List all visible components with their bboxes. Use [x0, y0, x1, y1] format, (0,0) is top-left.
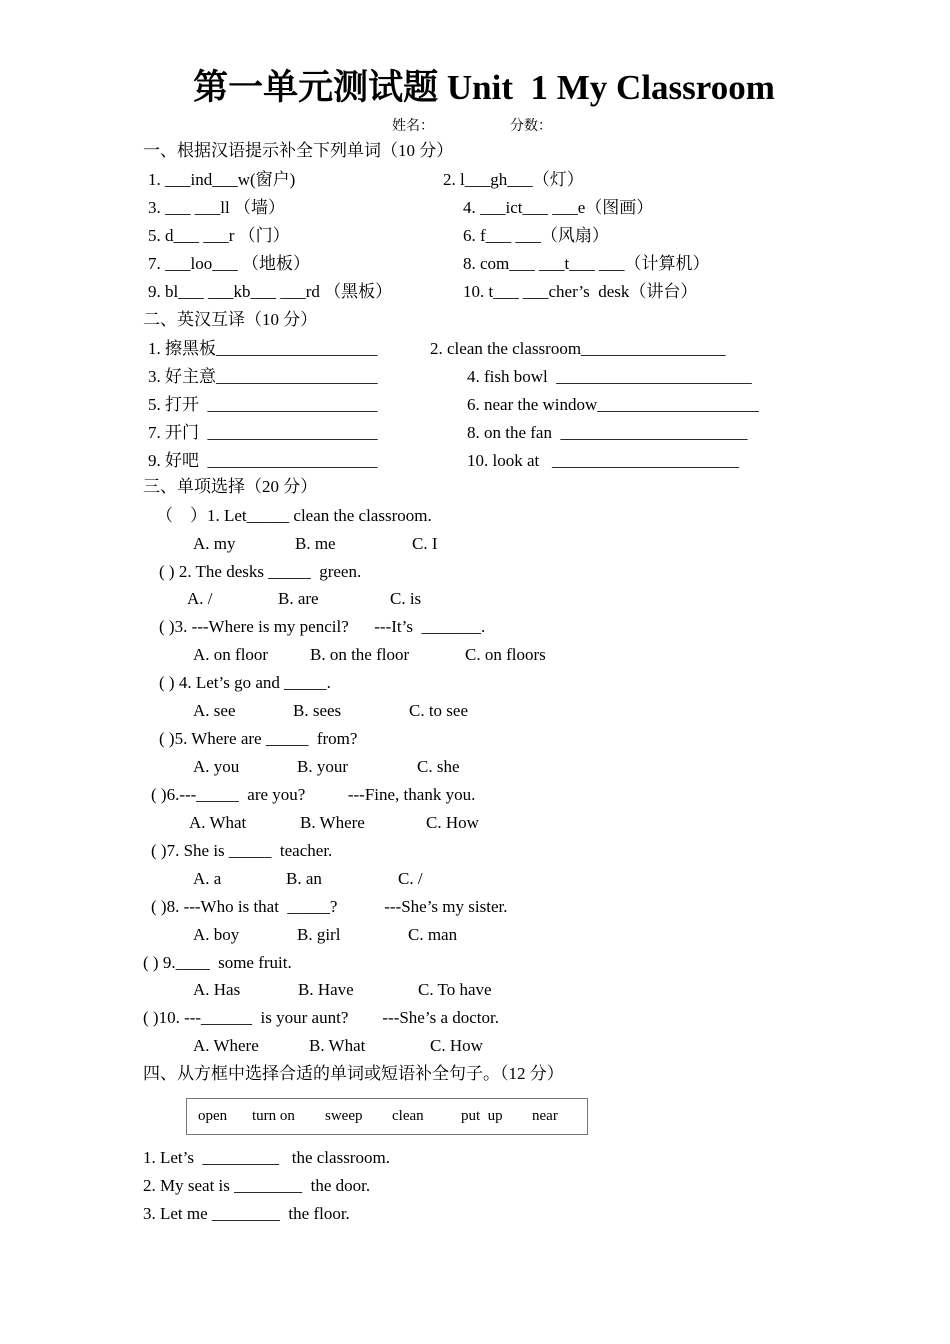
p2-item-9: 9. 好吧 ____________________: [148, 451, 378, 470]
mc-q9-option-a: A. Has: [193, 980, 241, 999]
p1-item-5: 5. d___ ___r （门）: [148, 226, 290, 245]
mc-q3-option-b: B. on the floor: [310, 645, 410, 664]
mc-q4-option-c: C. to see: [409, 701, 469, 720]
p1-item-2: 2. l___gh___（灯）: [443, 170, 584, 189]
word-bank-item: open: [198, 1108, 228, 1124]
p1-item-6: 6. f___ ___（风扇）: [463, 226, 609, 245]
mc-q4-option-b: B. sees: [293, 701, 342, 720]
p2-item-6: 6. near the window___________________: [467, 395, 759, 414]
mc-q2-option-c: C. is: [390, 589, 422, 608]
mc-q4-option-a: A. see: [193, 701, 236, 720]
section-heading-4: 四、从方框中选择合适的单词或短语补全句子。（12 分）: [143, 1064, 564, 1083]
mc-q9-option-b: B. Have: [298, 980, 354, 999]
word-bank-box: [186, 1098, 588, 1135]
mc-question-2: ( ) 2. The desks _____ green.: [159, 562, 362, 581]
mc-q2-option-a: A. /: [187, 589, 213, 608]
mc-question-3: ( )3. ---Where is my pencil? ---It’s _______.: [159, 617, 486, 636]
p1-item-7: 7. ___loo___ （地板）: [148, 254, 310, 273]
p2-item-3: 3. 好主意___________________: [148, 367, 378, 386]
p2-item-7: 7. 开门 ____________________: [148, 423, 378, 442]
mc-question-4: ( ) 4. Let’s go and _____.: [159, 673, 331, 692]
mc-q10-option-b: B. What: [309, 1036, 366, 1055]
mc-question-7: ( )7. She is _____ teacher.: [151, 841, 333, 860]
mc-q7-option-a: A. a: [193, 869, 222, 888]
mc-q1-option-c: C. I: [412, 534, 438, 553]
page-title: 第一单元测试题 Unit 1 My Classroom: [193, 68, 775, 107]
word-bank-item: near: [532, 1108, 558, 1124]
mc-question-10: ( )10. ---______ is your aunt? ---She’s a doctor.: [143, 1008, 499, 1027]
mc-q1-option-a: A. my: [193, 534, 236, 553]
mc-q6-option-b: B. Where: [300, 813, 365, 832]
mc-question-1: （ ）1. Let_____ clean the classroom.: [156, 506, 432, 525]
mc-q1-option-b: B. me: [295, 534, 336, 553]
p4-item-3: 3. Let me ________ the floor.: [143, 1204, 350, 1223]
word-bank-item: turn on: [252, 1108, 295, 1124]
p2-item-1: 1. 擦黑板___________________: [148, 339, 378, 358]
mc-question-8: ( )8. ---Who is that _____? ---She’s my sister.: [151, 897, 508, 916]
p2-item-4: 4. fish bowl _______________________: [467, 367, 752, 386]
mc-q10-option-c: C. How: [430, 1036, 483, 1055]
p4-item-1: 1. Let’s _________ the classroom.: [143, 1148, 390, 1167]
word-bank-item: put up: [461, 1108, 503, 1124]
mc-question-6: ( )6.---_____ are you? ---Fine, thank you.: [151, 785, 476, 804]
section-heading-1: 一、根据汉语提示补全下列单词（10 分）: [143, 141, 454, 160]
p2-item-8: 8. on the fan ______________________: [467, 423, 748, 442]
mc-q10-option-a: A. Where: [193, 1036, 259, 1055]
mc-question-5: ( )5. Where are _____ from?: [159, 729, 358, 748]
p1-item-9: 9. bl___ ___kb___ ___rd （黑板）: [148, 282, 393, 301]
section-heading-3: 三、单项选择（20 分）: [143, 477, 318, 496]
mc-q3-option-a: A. on floor: [193, 645, 269, 664]
mc-q3-option-c: C. on floors: [465, 645, 546, 664]
mc-q6-option-a: A. What: [189, 813, 247, 832]
mc-q9-option-c: C. To have: [418, 980, 492, 999]
mc-q8-option-b: B. girl: [297, 925, 341, 944]
p1-item-1: 1. ___ind___w(窗户): [148, 170, 296, 189]
name-label: 姓名：: [392, 119, 434, 134]
mc-q7-option-c: C. /: [398, 869, 423, 888]
word-bank-item: clean: [392, 1108, 424, 1124]
p2-item-2: 2. clean the classroom_________________: [430, 339, 726, 358]
mc-q8-option-a: A. boy: [193, 925, 240, 944]
p2-item-10: 10. look at ______________________: [467, 451, 739, 470]
section-heading-2: 二、英汉互译（10 分）: [143, 310, 318, 329]
mc-q5-option-b: B. your: [297, 757, 348, 776]
mc-q6-option-c: C. How: [426, 813, 479, 832]
mc-question-9: ( ) 9.____ some fruit.: [143, 953, 292, 972]
mc-q5-option-a: A. you: [193, 757, 240, 776]
p1-item-10: 10. t___ ___cher’s desk（讲台）: [463, 282, 698, 301]
p4-item-2: 2. My seat is ________ the door.: [143, 1176, 371, 1195]
score-label: 分数：: [510, 119, 552, 134]
p1-item-4: 4. ___ict___ ___e（图画）: [463, 198, 654, 217]
word-bank-item: sweep: [325, 1108, 363, 1124]
p1-item-3: 3. ___ ___ll （墙）: [148, 198, 285, 217]
p1-item-8: 8. com___ ___t___ ___（计算机）: [463, 254, 710, 273]
p2-item-5: 5. 打开 ____________________: [148, 395, 378, 414]
mc-q5-option-c: C. she: [417, 757, 460, 776]
mc-q7-option-b: B. an: [286, 869, 322, 888]
mc-q2-option-b: B. are: [278, 589, 319, 608]
mc-q8-option-c: C. man: [408, 925, 458, 944]
